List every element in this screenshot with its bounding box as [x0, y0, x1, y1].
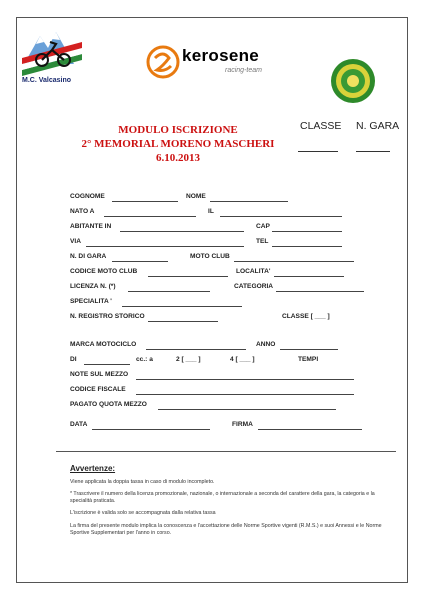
data-field[interactable] — [92, 429, 210, 430]
codice-moto-club-field[interactable] — [148, 276, 228, 277]
abitante-in-label: ABITANTE IN — [70, 223, 112, 230]
specialita-label: SPECIALITA ' — [70, 298, 112, 305]
n-di-gara-field[interactable] — [112, 261, 168, 262]
cilindrata-field[interactable] — [84, 364, 130, 365]
note-mezzo-label: NOTE SUL MEZZO — [70, 371, 129, 378]
codice-fiscale-label: CODICE FISCALE — [70, 386, 126, 393]
codice-fiscale-field[interactable] — [136, 394, 354, 395]
n-di-gara-label: N. DI GARA — [70, 253, 107, 260]
il-label: IL — [208, 208, 214, 215]
note-mezzo-field[interactable] — [136, 379, 354, 380]
title-line-1: MODULO ISCRIZIONE — [118, 124, 238, 136]
moto-club-label: MOTO CLUB — [190, 253, 230, 260]
classe-field[interactable] — [298, 151, 338, 152]
avvertenze-note-2: * Trascrivere il numero della licenza promozionale, nazionale, o internazionale a seconda del carattere della gara, la categoria e la specialità praticata. — [70, 491, 375, 504]
avvertenze-note-1: Viene applicata la doppia tassa in caso di modulo incompleto. — [70, 479, 215, 485]
classe-box-label[interactable]: CLASSE [ ___ ] — [282, 313, 330, 320]
anno-label: ANNO — [256, 341, 276, 348]
licenza-field[interactable] — [128, 291, 210, 292]
firma-label: FIRMA — [232, 421, 253, 428]
cognome-label: COGNOME — [70, 193, 105, 200]
classe-header: CLASSE — [300, 120, 342, 132]
registro-storico-label: N. REGISTRO STORICO — [70, 313, 145, 320]
tel-label: TEL — [256, 238, 269, 245]
nato-a-label: NATO A — [70, 208, 95, 215]
localita-field[interactable] — [274, 276, 344, 277]
kerosene-wordmark: kerosene — [182, 46, 260, 65]
categoria-label: CATEGORIA — [234, 283, 274, 290]
kerosene-logo — [145, 44, 280, 84]
di-label: DI — [70, 356, 77, 363]
title-line-3: 6.10.2013 — [156, 152, 200, 164]
mountain-bike-icon — [22, 24, 84, 76]
marca-motociclo-field[interactable] — [146, 349, 246, 350]
data-label: DATA — [70, 421, 88, 428]
marca-motociclo-label: MARCA MOTOCICLO — [70, 341, 137, 348]
moto-club-field[interactable] — [234, 261, 354, 262]
nato-a-field[interactable] — [104, 216, 196, 217]
via-field[interactable] — [86, 246, 244, 247]
separator-line — [56, 451, 396, 452]
categoria-field[interactable] — [276, 291, 364, 292]
tempi-label: TEMPI — [298, 356, 319, 363]
kerosene-emblem-icon — [145, 44, 181, 80]
licenza-label: LICENZA N. (*) — [70, 283, 116, 290]
cap-field[interactable] — [272, 231, 342, 232]
registro-storico-field[interactable] — [148, 321, 218, 322]
avvertenze-title: Avvertenze: — [70, 464, 116, 473]
via-label: VIA — [70, 238, 81, 245]
nome-field[interactable] — [210, 201, 288, 202]
localita-label: LOCALITA' — [236, 268, 271, 275]
abitante-in-field[interactable] — [120, 231, 244, 232]
nome-label: NOME — [186, 193, 206, 200]
il-field[interactable] — [220, 216, 342, 217]
avvertenze-note-3: L'iscrizione è valida solo se accompagnata dalla relativa tassa — [70, 510, 216, 516]
avvertenze-note-4: La firma del presente modulo implica la conoscenza e l'accettazione delle Norme Sportive vigenti (R.M.S.) e suoi Annessi e le Norme Sportive Supplementari per l'anno in corso. — [70, 523, 382, 536]
title-line-2: 2° MEMORIAL MORENO MASCHERI — [81, 138, 275, 150]
n-gara-header: N. GARA — [356, 120, 400, 132]
quattro-tempi-option[interactable]: 4 [ ___ ] — [230, 356, 255, 363]
racing-team-text: racing-team — [225, 67, 262, 74]
cc-a-label: cc.: a — [136, 356, 153, 363]
n-gara-field[interactable] — [356, 151, 390, 152]
memorial-badge-icon — [330, 58, 376, 104]
anno-field[interactable] — [280, 349, 338, 350]
mc-valcasino-logo — [22, 24, 84, 84]
mc-valcasino-text: M.C. Valcasino — [22, 77, 72, 84]
codice-moto-club-label: CODICE MOTO CLUB — [70, 268, 138, 275]
due-tempi-option[interactable]: 2 [ ___ ] — [176, 356, 201, 363]
cognome-field[interactable] — [112, 201, 178, 202]
cap-label: CAP — [256, 223, 270, 230]
pagato-quota-field[interactable] — [158, 409, 336, 410]
firma-field[interactable] — [258, 429, 362, 430]
memorial-badge-logo — [330, 58, 376, 104]
specialita-field[interactable] — [122, 306, 242, 307]
tel-field[interactable] — [272, 246, 342, 247]
pagato-quota-label: PAGATO QUOTA MEZZO — [70, 401, 147, 408]
